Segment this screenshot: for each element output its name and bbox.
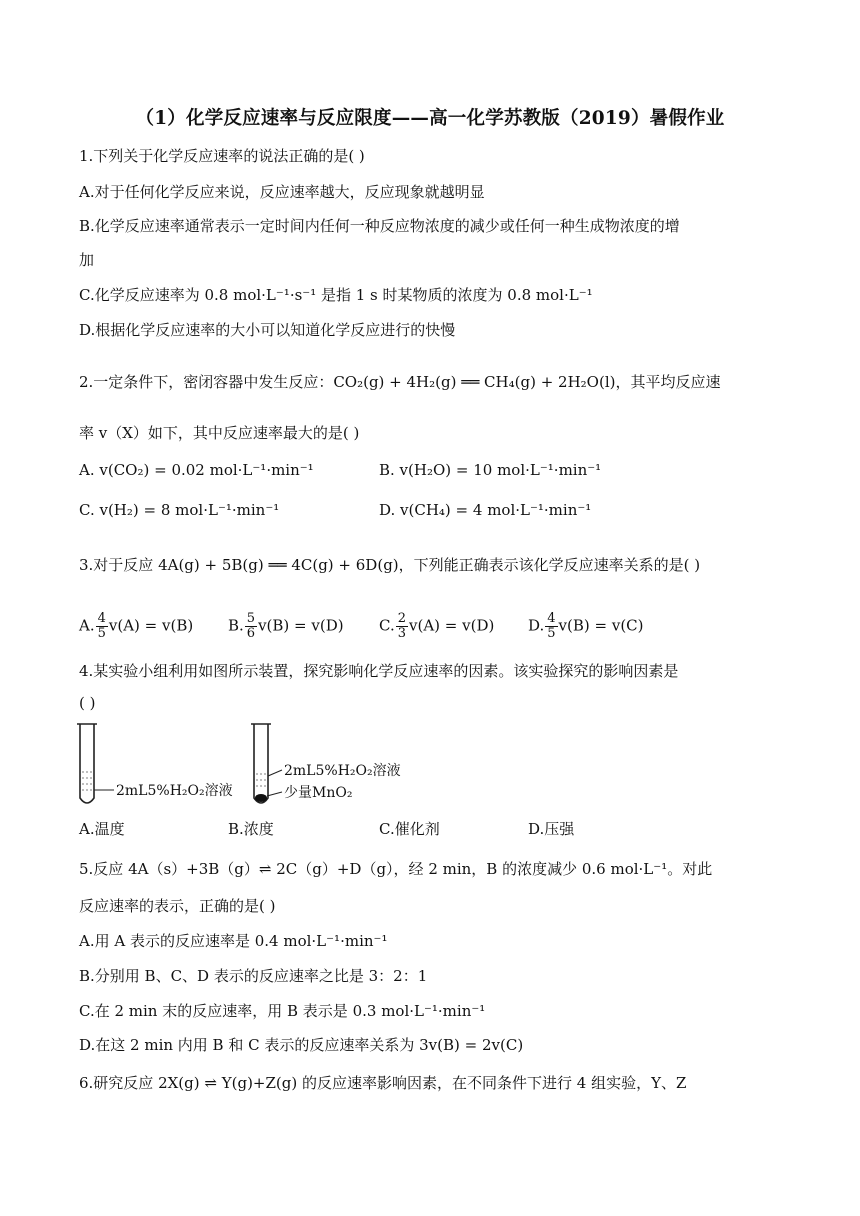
q4-option-a: A.温度	[79, 820, 125, 838]
q3-stem: 3.对于反应 4A(g) + 5B(g) ══ 4C(g) + 6D(g)，下列能正确表示该化学反应速率关系的是( )	[79, 556, 701, 574]
q1-option-b-line2: 加	[79, 251, 95, 269]
q1-option-a: A.对于任何化学反应来说，反应速率越大，反应现象就越明显	[79, 183, 485, 201]
q2-option-b: B. v(H₂O) = 10 mol·L⁻¹·min⁻¹	[379, 461, 602, 479]
q2-stem-line1: 2.一定条件下，密闭容器中发生反应：CO₂(g) + 4H₂(g) ══ CH₄(g) + 2H₂O(l)，其平均反应速	[79, 373, 721, 391]
tube2-label-solution: 2mL5%H₂O₂溶液	[284, 763, 401, 779]
q3-a-numerator: 4	[97, 611, 106, 626]
q4-option-c: C.催化剂	[379, 820, 440, 838]
q3-option-c	[379, 612, 494, 641]
q3-c-rest: v(A) = v(D)	[409, 616, 495, 635]
q3-a-denominator: 5	[97, 626, 106, 641]
q5-option-b: B.分别用 B、C、D 表示的反应速率之比是 3：2：1	[79, 967, 428, 985]
q3-b-numerator: 5	[246, 611, 256, 626]
q3-c-numerator: 2	[397, 611, 406, 626]
q3-d-denominator: 5	[547, 626, 556, 641]
q4-option-d: D.压强	[528, 820, 575, 838]
q3-d-numerator: 4	[547, 611, 556, 626]
q2-option-a: A. v(CO₂) = 0.02 mol·L⁻¹·min⁻¹	[79, 461, 314, 479]
q3-a-rest: v(A) = v(B)	[108, 616, 194, 635]
q3-c-denominator: 3	[397, 626, 406, 641]
q3-c-fraction	[396, 612, 408, 641]
q3-option-d	[528, 612, 644, 641]
q5-option-d: D.在这 2 min 内用 B 和 C 表示的反应速率关系为 3v(B) = 2v(C)	[79, 1036, 524, 1054]
q3-option-b	[228, 612, 344, 641]
test-tube-2	[251, 724, 282, 803]
q3-d-rest: v(B) = v(C)	[558, 616, 644, 635]
q6-stem-line1: 6.研究反应 2X(g) ⇌ Y(g)+Z(g) 的反应速率影响因素，在不同条件下进行 4 组实验，Y、Z	[79, 1074, 687, 1092]
q5-option-c: C.在 2 min 末的反应速率，用 B 表示是 0.3 mol·L⁻¹·min⁻¹	[79, 1002, 486, 1020]
q3-a-fraction	[96, 612, 108, 641]
q4-stem-line2: ( )	[79, 694, 96, 712]
q3-b-denominator: 6	[246, 626, 256, 641]
q3-option-a	[79, 612, 193, 641]
q4-stem-line1: 4.某实验小组利用如图所示装置，探究影响化学反应速率的因素。该实验探究的影响因素是	[79, 662, 679, 680]
test-tube-1	[77, 724, 114, 803]
q3-b-fraction	[245, 612, 257, 641]
q2-option-d: D. v(CH₄) = 4 mol·L⁻¹·min⁻¹	[379, 501, 592, 519]
q4-option-b: B.浓度	[228, 820, 274, 838]
q3-d-fraction	[545, 612, 557, 641]
q2-option-c: C. v(H₂) = 8 mol·L⁻¹·min⁻¹	[79, 501, 280, 519]
q1-option-d: D.根据化学反应速率的大小可以知道化学反应进行的快慢	[79, 321, 456, 339]
tube2-label-catalyst: 少量MnO₂	[284, 785, 353, 801]
q3-b-rest: v(B) = v(D)	[258, 616, 344, 635]
tube1-label: 2mL5%H₂O₂溶液	[116, 783, 233, 799]
q5-stem-line2: 反应速率的表示，正确的是( )	[79, 897, 276, 915]
page-title: （1）化学反应速率与反应限度——高一化学苏教版（2019）暑假作业	[135, 108, 725, 129]
q3-d-prefix: D.	[528, 616, 545, 635]
q5-option-a: A.用 A 表示的反应速率是 0.4 mol·L⁻¹·min⁻¹	[79, 932, 388, 950]
q5-stem-line1: 5.反应 4A（s）+3B（g）⇌ 2C（g）+D（g），经 2 min，B 的浓度减少 0.6 mol·L⁻¹。对此	[79, 860, 713, 878]
q1-option-b-line1: B.化学反应速率通常表示一定时间内任何一种反应物浓度的减少或任何一种生成物浓度的增	[79, 217, 680, 235]
q1-stem: 1.下列关于化学反应速率的说法正确的是( )	[79, 147, 365, 165]
q3-a-prefix: A.	[79, 616, 95, 635]
q3-c-prefix: C.	[379, 616, 395, 635]
q2-stem-line2: 率 v（X）如下，其中反应速率最大的是( )	[79, 424, 360, 442]
q3-b-prefix: B.	[228, 616, 244, 635]
q1-option-c: C.化学反应速率为 0.8 mol·L⁻¹·s⁻¹ 是指 1 s 时某物质的浓度为 0.8 mol·L⁻¹	[79, 286, 593, 304]
